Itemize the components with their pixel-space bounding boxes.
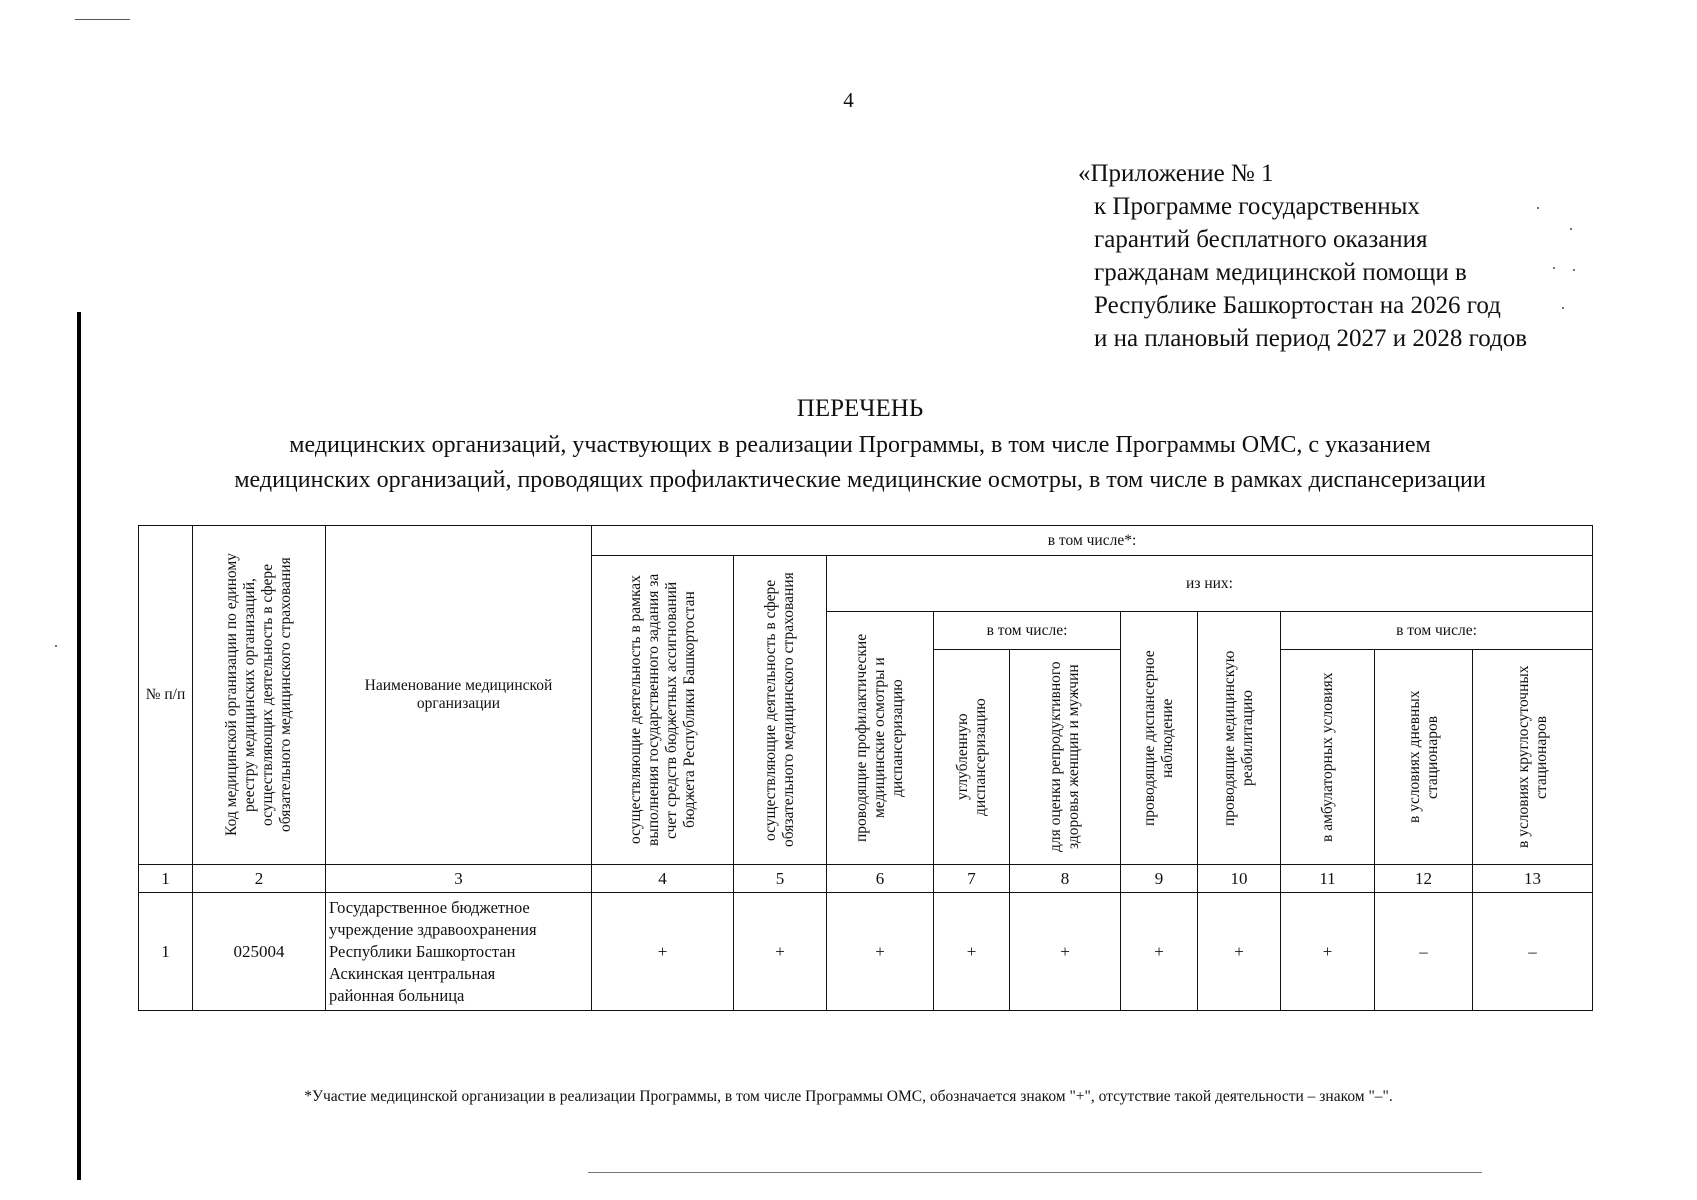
annex-line: «Приложение № 1 — [1078, 160, 1274, 187]
scan-speck — [1553, 267, 1555, 269]
annex-line: гражданам медицинской помощи в — [1094, 259, 1467, 286]
header-col9: проводящие диспансерное наблюдение — [1141, 650, 1176, 826]
table-row — [139, 893, 1593, 1011]
header-col7-cell — [934, 650, 1010, 865]
org-name-line: районная больница — [329, 985, 465, 1005]
scan-speck — [1573, 269, 1575, 271]
document-title: ПЕРЕЧЕНЬ — [796, 395, 924, 422]
header-col12: в условиях дневных стационаров — [1405, 690, 1441, 824]
header-col4-cell — [592, 556, 734, 865]
org-name-line: Республики Башкортостан — [329, 941, 516, 961]
header-col4: осуществляющие деятельность в рамках выполнения государственного задания за счет средств бюджетных ассигнований бюджета Республики Башкортостан — [626, 573, 698, 847]
column-number: 2 — [193, 865, 326, 893]
scan-speck — [1537, 207, 1539, 209]
header-col8-cell — [1010, 650, 1121, 865]
row-value-col4: + — [592, 893, 734, 1011]
org-name-line: учреждение здравоохранения — [329, 919, 537, 939]
header-org-name: Наименование медицинской организации — [326, 526, 592, 865]
annex-line: к Программе государственных — [1094, 193, 1420, 220]
header-col6-cell — [827, 612, 934, 865]
header-col7: углубленную диспансеризацию — [953, 698, 989, 816]
annex-line: и на плановый период 2027 и 2028 годов — [1094, 325, 1528, 352]
row-value-col8: + — [1010, 893, 1121, 1011]
header-col11: в амбулаторных условиях — [1318, 672, 1336, 842]
scan-artifact-bottom-line — [588, 1172, 1482, 1173]
row-value-col9: + — [1121, 893, 1198, 1011]
subtitle-line: медицинских организаций, проводящих профилактические медицинские осмотры, в том числе в рамках диспансеризации — [234, 467, 1486, 493]
scan-artifact-top-line — [75, 19, 130, 20]
column-number: 13 — [1473, 865, 1593, 893]
header-col13: в условиях круглосуточных стационаров — [1514, 665, 1550, 849]
header-col9-cell — [1121, 612, 1198, 865]
row-value-col11: + — [1281, 893, 1375, 1011]
annex-line: Республике Башкортостан на 2026 год — [1094, 292, 1501, 319]
column-number: 4 — [592, 865, 734, 893]
subtitle-line: медицинских организаций, участвующих в реализации Программы, в том числе Программы ОМС, с указанием — [289, 432, 1431, 458]
header-group-including-2: в том числе: — [934, 612, 1121, 650]
column-number: 1 — [139, 865, 193, 893]
header-group-of-them: из них: — [827, 556, 1593, 612]
scan-speck — [55, 645, 57, 647]
column-number: 7 — [934, 865, 1010, 893]
header-num: № п/п — [139, 526, 193, 865]
row-code: 025004 — [193, 893, 326, 1011]
organizations-table — [138, 525, 1593, 1011]
column-number: 8 — [1010, 865, 1121, 893]
header-col13-cell — [1473, 650, 1593, 865]
header-code-cell — [193, 526, 326, 865]
column-number: 3 — [326, 865, 592, 893]
scan-speck — [1562, 307, 1564, 309]
row-value-col12: – — [1375, 893, 1473, 1011]
row-value-col6: + — [827, 893, 934, 1011]
org-name-line: Аскинская центральная — [329, 963, 496, 983]
header-col12-cell — [1375, 650, 1473, 865]
column-number: 5 — [734, 865, 827, 893]
row-value-col10: + — [1198, 893, 1281, 1011]
header-col6: проводящие профилактические медицинские осмотры и диспансеризацию — [853, 633, 906, 843]
annex-reference — [1078, 157, 1527, 355]
row-value-col5: + — [734, 893, 827, 1011]
column-number: 12 — [1375, 865, 1473, 893]
header-col10: проводящие медицинскую реабилитацию — [1221, 650, 1256, 826]
row-value-col13: – — [1473, 893, 1593, 1011]
org-name-line: Государственное бюджетное — [329, 897, 530, 917]
header-col8: для оценки репродуктивного здоровья женщин и мужчин — [1047, 661, 1082, 853]
annex-line: гарантий бесплатного оказания — [1094, 226, 1428, 253]
footnote: *Участие медицинской организации в реализации Программы, в том числе Программы ОМС, обозначается знаком "+", отсутствие такой деятельности – знаком "–". — [304, 1088, 1393, 1105]
header-col11-cell — [1281, 650, 1375, 865]
row-org-name — [326, 893, 592, 1011]
header-col5: осуществляющие деятельность в сфере обязательного медицинского страхования — [762, 572, 797, 848]
row-num: 1 — [139, 893, 193, 1011]
page-number: 4 — [843, 88, 854, 112]
column-number: 6 — [827, 865, 934, 893]
column-number: 9 — [1121, 865, 1198, 893]
column-number: 11 — [1281, 865, 1375, 893]
column-number: 10 — [1198, 865, 1281, 893]
header-col5-cell — [734, 556, 827, 865]
header-col10-cell — [1198, 612, 1281, 865]
document-subtitle — [0, 428, 1697, 498]
header-group-including-3: в том числе: — [1281, 612, 1593, 650]
row-value-col7: + — [934, 893, 1010, 1011]
header-group-including: в том числе*: — [592, 526, 1593, 556]
header-code: Код медицинской организации по единому реестру медицинских организаций, осуществляющих деятельность в сфере обязательного медицинского страхования — [223, 553, 294, 837]
scan-speck — [1570, 228, 1572, 230]
